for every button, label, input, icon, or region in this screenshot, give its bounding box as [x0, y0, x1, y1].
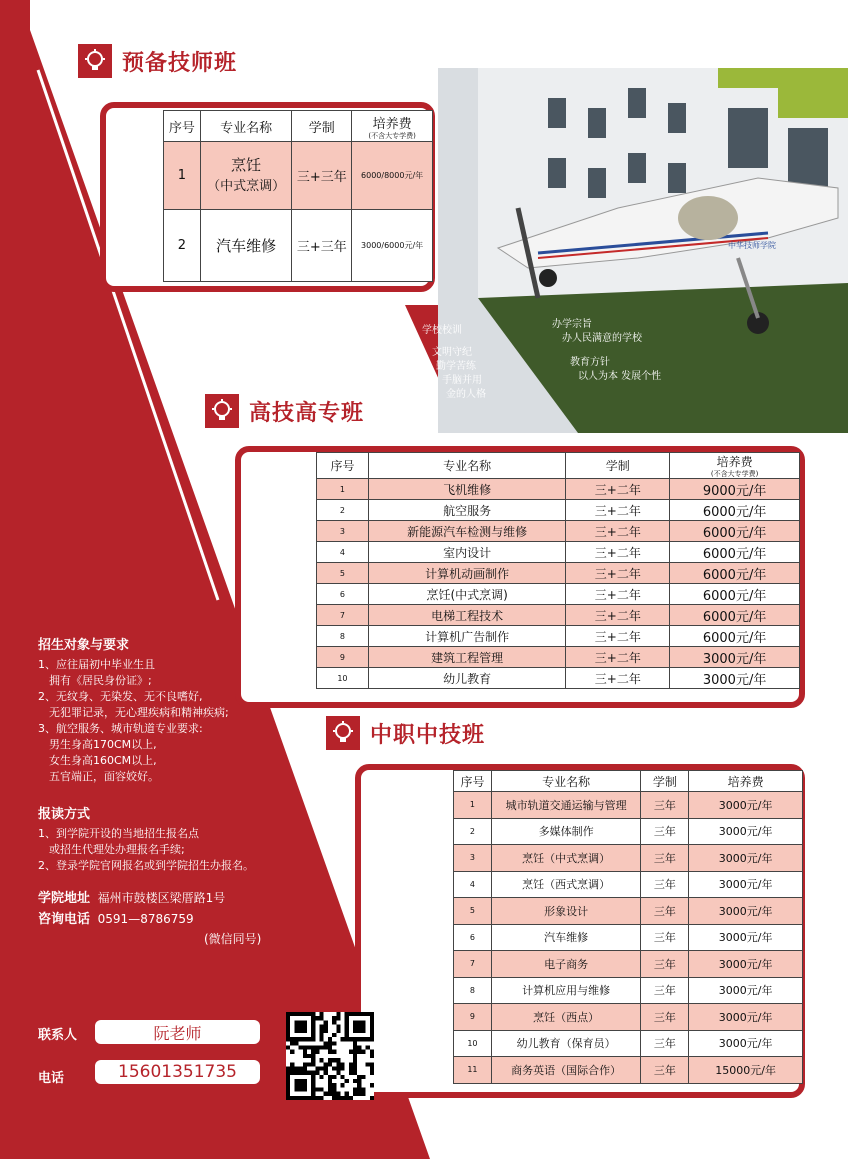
section1-title: [78, 44, 237, 78]
table-row: 11 商务英语（国际合作） 三年 15000元/年: [454, 1057, 803, 1084]
table-row: 5 计算机动画制作 三+二年 6000元/年: [317, 563, 800, 584]
table-row: 6 汽车维修 三年 3000元/年: [454, 924, 803, 951]
tel-label: 电话: [38, 1071, 65, 1086]
section3-title: [326, 716, 485, 750]
table-row: 8 计算机广告制作 三+二年 6000元/年: [317, 626, 800, 647]
table-row: 9 建筑工程管理 三+二年 3000元/年: [317, 647, 800, 668]
section2-title-text: 高技高专班: [249, 400, 365, 426]
col-years: 学制: [292, 111, 352, 142]
motto-right: 办学宗旨 办人民满意的学校 教育方针 以人为本 发展个性: [552, 319, 662, 382]
table-row: 3 烹饪（中式烹调） 三年 3000元/年: [454, 845, 803, 872]
table-row: 7 电子商务 三年 3000元/年: [454, 951, 803, 978]
table-row: 2 多媒体制作 三年 3000元/年: [454, 818, 803, 845]
table-row: 9 烹饪（西点） 三年 3000元/年: [454, 1004, 803, 1031]
tel-number: 15601351735: [95, 1060, 260, 1084]
section1-title-text: 预备技师班: [122, 50, 238, 76]
photo-caption: 中华技师学院: [728, 241, 776, 250]
apply-title: 报读方式: [38, 807, 91, 822]
enrollment-title: 招生对象与要求: [38, 638, 130, 653]
section3-table: 序号 专业名称 学制 培养费 1 城市轨道交通运输与管理 三年 3000元/年 2 多媒体制作 三年 3000元/年 3 烹饪（中式烹调） 三年 3000元/年 4 烹饪（西式烹调） 三年 3000元/年 5 形象设计 三年 3000元/年 6 汽车维修 三年 3000元/年 7 电子商务 三年 3000元/年 8 计算机应用与维修 三年 3000元/年 9 烹饪（西点） 三年 3000元/年 10 幼儿教育（保育员） 三年 3000元/年 11 商务英语（国际合作） 三年 15000元/年: [453, 770, 803, 1084]
table-row: 4 室内设计 三+二年 6000元/年: [317, 542, 800, 563]
table-row: 5 形象设计 三年 3000元/年: [454, 898, 803, 925]
section2-title: [205, 394, 364, 428]
col-major: 专业名称: [200, 111, 292, 142]
table-row: 3 新能源汽车检测与维修 三+二年 6000元/年: [317, 521, 800, 542]
table-row: 7 电梯工程技术 三+二年 6000元/年: [317, 605, 800, 626]
section3-title-text: 中职中技班: [370, 722, 486, 748]
table-row: 10 幼儿教育（保育员） 三年 3000元/年: [454, 1030, 803, 1057]
motto-left: 学校校训 文明守纪 勤学苦练 手脑并用 金的人格: [422, 325, 486, 400]
table-row: 2 汽车维修 三+三年 3000/6000元/年: [164, 210, 433, 282]
bulb-icon: [78, 44, 112, 78]
section1-table: [163, 110, 433, 282]
table-row: 8 计算机应用与维修 三年 3000元/年: [454, 977, 803, 1004]
contact-person: 阮老师: [95, 1020, 260, 1044]
table-row: 1 城市轨道交通运输与管理 三年 3000元/年: [454, 792, 803, 819]
enrollment-info: 招生对象与要求 1、应往届初中毕业生且 拥有《居民身份证》; 2、无纹身、无染发、无不良嗜好, 无犯罪记录，无心理疾病和精神疾病; 3、航空服务、城市轨道专业要求: 男生身高170CM以上, 女生身高160CM以上, 五官端正，面容姣好。 报读方式 1、到学院开设的当地招生报名点 或招生代理处办理报名手续; 2、登录学院官网报名或到学院招生办报名。 学院地址 福州市鼓楼区梁厝路1号 咨询电话 0591—8786759 (微信同号): [38, 634, 338, 948]
contact-person-label: 联系人: [38, 1028, 78, 1043]
table-row: 6 烹饪(中式烹调) 三+二年 6000元/年: [317, 584, 800, 605]
section2-table: 序号 专业名称 学制 培养费 (不含大专学费) 1 飞机维修 三+二年 9000元/年 2 航空服务 三+二年 6000元/年 3 新能源汽车检测与维修 三+二年 6000元/年 4 室内设计 三+二年 6000元/年 5 计算机动画制作 三+二年 6000元/年 6 烹饪(中式烹调) 三+二年 6000元/年 7 电梯工程技术 三+二年 6000元/年 8 计算机广告制作 三+二年 6000元/年 9 建筑工程管理 三+二年 3000元/年 10 幼儿教育 三+二年 3000元/年: [316, 452, 800, 689]
table-row: 1 飞机维修 三+二年 9000元/年: [317, 479, 800, 500]
bulb-icon: [205, 394, 239, 428]
qr-code: [286, 1012, 374, 1100]
table-row: 2 航空服务 三+二年 6000元/年: [317, 500, 800, 521]
table-row: 1 烹饪 （中式烹调） 三+三年 6000/8000元/年: [164, 142, 433, 210]
table-row: 4 烹饪（西式烹调） 三年 3000元/年: [454, 871, 803, 898]
col-no: 序号: [164, 111, 201, 142]
col-fee: 培养费 (不含大专学费): [352, 111, 433, 142]
table-row: 10 幼儿教育 三+二年 3000元/年: [317, 668, 800, 689]
